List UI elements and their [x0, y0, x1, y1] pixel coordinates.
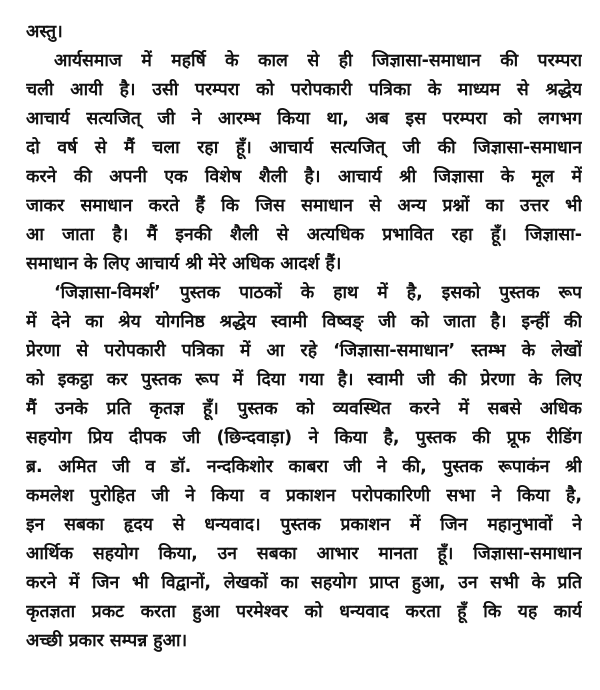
text-line: दो वर्ष से मैं चला रहा हूँ। आचार्य सत्यजित् जी की जिज्ञासा-समाधान [26, 138, 582, 158]
text-line: जाकर समाधान करते हैं कि जिस समाधान से अन्य प्रश्नों का उत्तर भी [26, 196, 582, 216]
text-line: आर्थिक सहयोग किया, उन सबका आभार मानता हूँ। जिज्ञासा-समाधान [26, 544, 582, 564]
text-line: मैं उनके प्रति कृतज्ञ हूँ। पुस्तक को व्यवस्थित करने में सबसे अधिक [26, 399, 582, 419]
text-line: प्रेरणा से परोपकारी पत्रिका में आ रहे ‘जिज्ञासा-समाधान’ स्तम्भ के लेखों [26, 341, 582, 361]
text-line: अस्तु। [26, 22, 63, 42]
document-page [26, 18, 582, 678]
text-line: अच्छी प्रकार सम्पन्न हुआ। [26, 631, 188, 651]
paragraph-block [26, 18, 582, 656]
text-line: कमलेश पुरोहित जी ने किया व प्रकाशन परोपकारिणी सभा ने किया है, [26, 486, 582, 506]
text-line: ‘जिज्ञासा-विमर्श’ पुस्तक पाठकों के हाथ में है, इसको पुस्तक रूप [54, 283, 582, 303]
text-line: ब्र. अमित जी व डॉ. नन्दकिशोर काबरा जी ने की, पुस्तक रूपाकंन श्री [26, 457, 582, 477]
text-line: सहयोग प्रिय दीपक जी (छिन्दवाड़ा) ने किया है, पुस्तक की प्रूफ रीडिंग [26, 428, 582, 448]
text-line: में देने का श्रेय योगनिष्ठ श्रद्धेय स्वामी विष्वङ् जी को जाता है। इन्हीं की [26, 312, 582, 332]
text-line: आचार्य सत्यजित् जी ने आरम्भ किया था, अब इस परम्परा को लगभग [26, 109, 582, 129]
text-line: आ जाता है। मैं इनकी शैली से अत्यधिक प्रभावित रहा हूँ। जिज्ञासा- [26, 225, 582, 245]
text-line: करने में जिन भी विद्वानों, लेखकों का सहयोग प्राप्त हुआ, उन सभी के प्रति [26, 573, 582, 593]
text-line: कृतज्ञता प्रकट करता हुआ परमेश्वर को धन्यवाद करता हूँ कि यह कार्य [26, 602, 582, 622]
text-line: करने की अपनी एक विशेष शैली है। आचार्य श्री जिज्ञासा के मूल में [26, 167, 582, 187]
text-line: को इकट्ठा कर पुस्तक रूप में दिया गया है। स्वामी जी की प्रेरणा के लिए [26, 370, 582, 390]
text-line: चली आयी है। उसी परम्परा को परोपकारी पत्रिका के माध्यम से श्रद्धेय [26, 80, 582, 100]
text-line: इन सबका हृदय से धन्यवाद। पुस्तक प्रकाशन में जिन महानुभावों ने [26, 515, 582, 535]
text-line: आर्यसमाज में महर्षि के काल से ही जिज्ञासा-समाधान की परम्परा [54, 51, 582, 71]
text-line: समाधान के लिए आचार्य श्री मेरे अधिक आदर्श हैं। [26, 254, 342, 274]
